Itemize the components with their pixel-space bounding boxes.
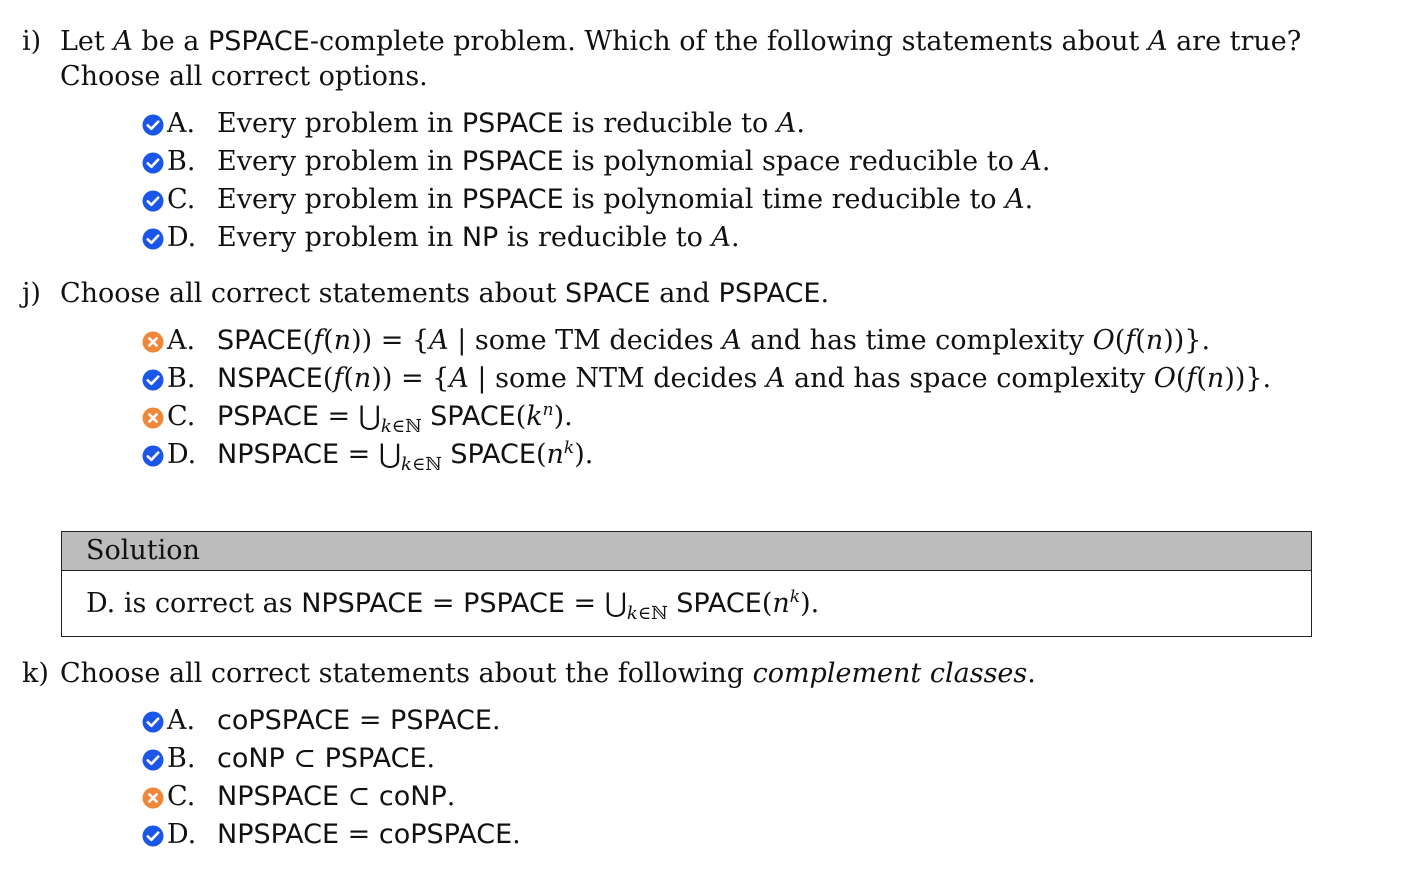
question-label: j) [22,278,41,309]
option-k-d[interactable] [142,815,1322,853]
option-letter: C. [167,780,196,812]
question-i-prompt [22,24,1322,94]
option-letter: B. [167,145,196,177]
question-j [22,276,1322,473]
question-i [22,24,1322,256]
option-text: NPSPACE = coPSPACE. [217,818,521,850]
option-i-b[interactable] [142,142,1322,180]
option-k-a[interactable] [142,701,1322,739]
option-text: Every problem in PSPACE is polynomial time reducible to A. [217,183,1034,215]
option-text: PSPACE = $⋃_{k\in ℕ}$ $SPACE(k^n)$. [217,399,573,437]
x-circle-icon [142,785,164,807]
option-j-b[interactable] [142,359,1322,397]
option-letter: C. [167,400,196,432]
question-text: Choose all correct statements about the following complement classes. [60,658,1036,689]
option-text: Every problem in NP is reducible to A. [217,221,740,253]
check-circle-icon [142,112,164,134]
option-letter: B. [167,742,196,774]
option-k-b[interactable] [142,739,1322,777]
check-circle-icon [142,150,164,172]
option-letter: A. [167,704,196,736]
question-k-prompt [22,656,1322,691]
option-text: NPSPACE ⊂ coNP. [217,780,456,812]
option-text: SPACE(f(n)) = {A | some TM decides A and has time complexity O(f(n))}. [217,324,1211,356]
option-j-d[interactable] [142,435,1322,473]
options-list [142,701,1322,853]
option-letter: A. [167,324,196,356]
option-letter: B. [167,362,196,394]
option-letter: C. [167,183,196,215]
option-j-c[interactable] [142,397,1322,435]
option-letter: D. [167,221,197,253]
options-list [142,104,1322,256]
option-text: NPSPACE = $⋃_{k\in ℕ}$ $SPACE(n^k)$. [217,437,594,475]
option-j-a[interactable] [142,321,1322,359]
check-circle-icon [142,709,164,731]
options-list [142,321,1322,473]
question-label: k) [22,658,49,689]
option-text: NSPACE(f(n)) = {A | some NTM decides A and has space complexity O(f(n))}. [217,362,1272,394]
option-text: coNP ⊂ PSPACE. [217,742,436,774]
question-text: Choose all correct statements about SPACE and PSPACE. [60,278,830,309]
option-letter: D. [167,818,197,850]
option-i-a[interactable] [142,104,1322,142]
check-circle-icon [142,823,164,845]
solution-box [61,531,1312,637]
option-text: Every problem in PSPACE is polynomial space reducible to A. [217,145,1051,177]
option-text: coPSPACE = PSPACE. [217,704,501,736]
option-letter: D. [167,438,197,470]
question-j-prompt [22,276,1322,311]
check-circle-icon [142,188,164,210]
check-circle-icon [142,226,164,248]
solution-body: D. is correct as NPSPACE = PSPACE = $⋃_{k\in ℕ}$ $SPACE(n^k)$. [86,587,820,624]
option-text: Every problem in PSPACE is reducible to A. [217,107,805,139]
check-circle-icon [142,367,164,389]
question-k [22,656,1322,853]
solution-header: Solution [62,532,1311,571]
option-i-d[interactable] [142,218,1322,256]
option-i-c[interactable] [142,180,1322,218]
question-text: Let A be a PSPACE-complete problem. Which of the following statements about A are true? Choose all correct options. [60,26,1302,92]
check-circle-icon [142,747,164,769]
check-circle-icon [142,443,164,465]
x-circle-icon [142,405,164,427]
option-letter: A. [167,107,196,139]
option-k-c[interactable] [142,777,1322,815]
question-label: i) [22,26,42,57]
x-circle-icon [142,329,164,351]
